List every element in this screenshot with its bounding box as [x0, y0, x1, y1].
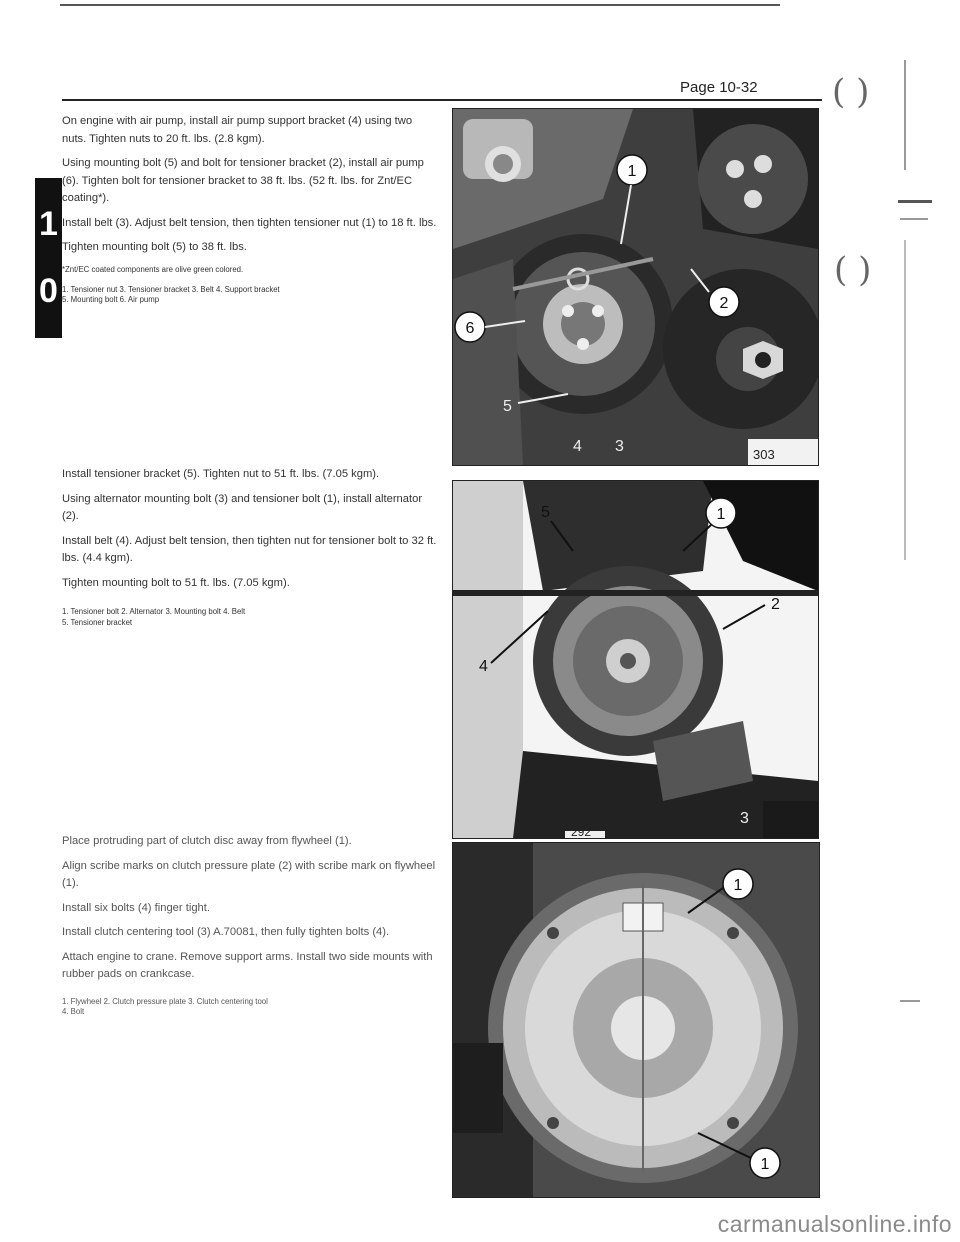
instruction-paragraph: Install clutch centering tool (3) A.70081, then fully tighten bolts (4).: [62, 926, 390, 938]
instruction-paragraph: Install tensioner bracket (5). Tighten nut to 51 ft. lbs. (7.05 kgm).: [62, 468, 380, 480]
scan-artifact: [904, 240, 906, 560]
section-tab-digit-top: 1: [39, 205, 58, 244]
callout-label: 1: [760, 1156, 770, 1173]
callout-label: 1: [627, 163, 637, 180]
instruction-paragraph: Install belt (4). Adjust belt tension, then tighten nut for tensioner bolt to 32 ft. lbs. (4.4 kgm).: [62, 534, 437, 564]
header-rule: [62, 99, 822, 101]
instruction-paragraph: Install six bolts (4) finger tight.: [62, 901, 210, 914]
instruction-paragraph: Place protruding part of clutch disc away from flywheel (1).: [62, 835, 352, 847]
instruction-paragraph: On engine with air pump, install air pump support bracket (4) using two nuts. Tighten nuts to 20 ft. lbs. (2.8 kgm).: [62, 115, 413, 145]
figure-legend-line: 5. Mounting bolt 6. Air pump: [62, 295, 160, 304]
instruction-paragraph: Attach engine to crane. Remove support arms. Install two side mounts with rubber pads on crankcase.: [62, 950, 433, 980]
callout-label: 4: [573, 438, 582, 455]
air-pump-illustration: [453, 109, 818, 465]
clutch-illustration: [453, 843, 819, 1197]
air-pump-photo: [452, 108, 819, 466]
alternator-illustration: [453, 481, 818, 838]
scan-artifact: [898, 200, 932, 203]
instruction-paragraph: Using alternator mounting bolt (3) and tensioner bolt (1), install alternator (2).: [62, 492, 423, 522]
scan-artifact: [900, 1000, 920, 1002]
instruction-paragraph: Align scribe marks on clutch pressure plate (2) with scribe mark on flywheel (1).: [62, 859, 436, 889]
callout-label: 3: [740, 810, 749, 827]
clutch-photo: [452, 842, 820, 1198]
callout-label: 3: [615, 438, 624, 455]
figure-legend-line: 1. Tensioner bolt 2. Alternator 3. Mounting bolt 4. Belt: [62, 607, 246, 616]
callout-label: 2: [719, 295, 729, 312]
photo-number: 303: [753, 447, 775, 462]
figure-legend-line: 1. Flywheel 2. Clutch pressure plate 3. Clutch centering tool: [62, 996, 268, 1006]
instruction-paragraph: Tighten mounting bolt to 51 ft. lbs. (7.05 kgm).: [62, 576, 290, 589]
callout-label: 4: [479, 658, 488, 675]
callout-label: 5: [503, 398, 512, 415]
binding-hole-mark: ( ): [832, 72, 870, 112]
callout-label: 1: [733, 877, 743, 894]
callout-label: 2: [771, 596, 780, 613]
scan-artifact: [900, 218, 928, 220]
instruction-paragraph: Using mounting bolt (5) and bolt for tensioner bracket (2), install air pump (6). Tighten bolt for tensioner bracket to 38 ft. lbs. (52 ft. lbs. for Znt/EC coating*).: [62, 157, 424, 204]
air-pump-instructions: [62, 113, 438, 306]
figure-legend-line: 1. Tensioner nut 3. Tensioner bracket 3. Belt 4. Support bracket: [62, 284, 280, 294]
watermark: carmanualsonline.info: [717, 1211, 952, 1237]
photo-number: 292: [571, 825, 592, 838]
callout-label: 5: [541, 504, 550, 521]
coating-note: *Znt/EC coated components are olive green colored.: [62, 264, 244, 274]
figure-legend-line: 4. Bolt: [62, 1007, 85, 1016]
instruction-paragraph: Install belt (3). Adjust belt tension, then tighten tensioner nut (1) to 18 ft. lbs.: [62, 216, 437, 229]
figure-legend-line: 5. Tensioner bracket: [62, 617, 133, 627]
callout-label: 1: [716, 506, 726, 523]
binding-hole-mark: ( ): [834, 250, 872, 290]
callout-label: 6: [465, 320, 475, 337]
clutch-instructions: [62, 833, 438, 1018]
alternator-instructions: [62, 466, 438, 628]
page-number: Page 10-32: [680, 79, 758, 96]
alternator-photo: [452, 480, 819, 839]
scan-artifact: [904, 60, 906, 170]
section-tab: [35, 178, 62, 338]
instruction-paragraph: Tighten mounting bolt (5) to 38 ft. lbs.: [62, 241, 247, 253]
top-rule: [60, 4, 780, 6]
section-tab-digit-bottom: 0: [39, 271, 58, 310]
